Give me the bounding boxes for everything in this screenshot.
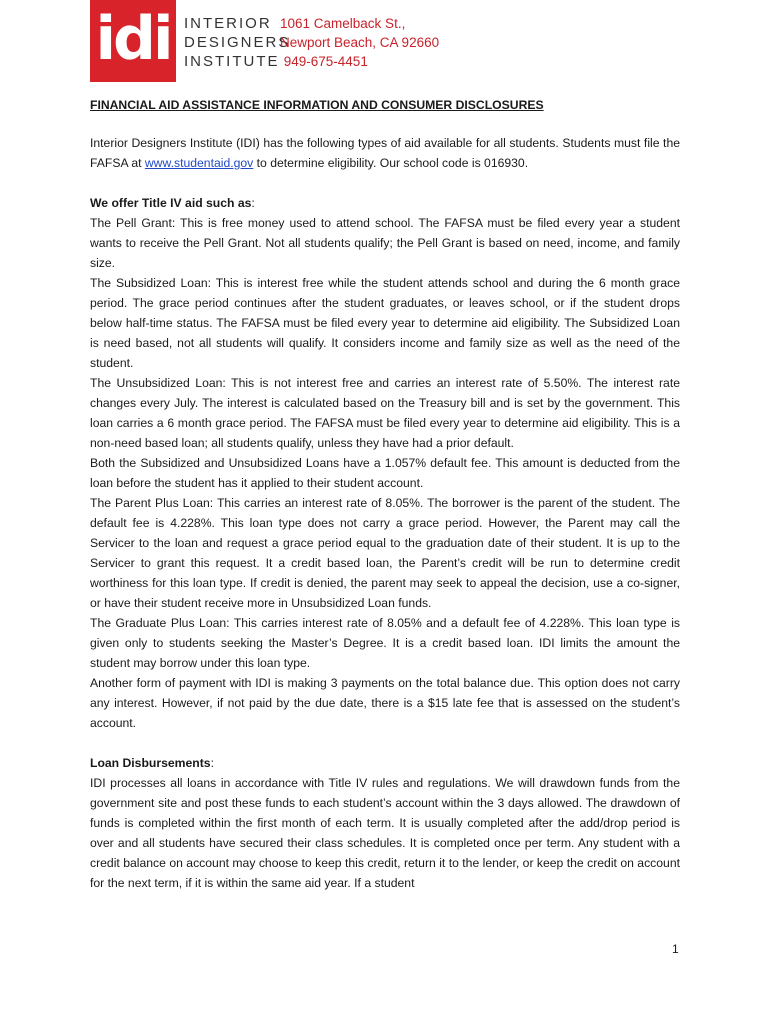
subsidized-loan-paragraph: The Subsidized Loan: This is interest free while the student attends school and during the 6 month grace period. The grace period continues after the student graduates, or leaves school, or if the student drops below half-time status. The FAFSA must be filed every year to determine aid eligibility. The Subsidized Loan is need based, not all students will qualify. It considers income and family size as well as the need of the student.: [90, 276, 680, 370]
graduate-plus-loan-paragraph: The Graduate Plus Loan: This carries interest rate of 8.05% and a default fee of 4.228%. This loan type is given only to students seeking the Master’s Degree. It is a credit based loan. IDI limits the amount the student may borrow under this loan type.: [90, 616, 680, 670]
pell-grant-paragraph: The Pell Grant: This is free money used to attend school. The FAFSA must be filed every year a student wants to receive the Pell Grant. Not all students qualify; the Pell Grant is based on need, income, and family size.: [90, 216, 680, 270]
brand-line: DESIGNERS: [184, 34, 291, 51]
intro-text-end: to determine eligibility. Our school code is 016930.: [253, 156, 529, 170]
page-number: 1: [672, 942, 679, 956]
brand-line: INTERIOR: [184, 15, 272, 32]
payment-plan-paragraph: Another form of payment with IDI is making 3 payments on the total balance due. This option does not carry any interest. However, if not paid by the due date, there is a $15 late fee that is assessed on the student’s account.: [90, 676, 680, 730]
brand-line: INSTITUTE: [184, 53, 280, 70]
title-iv-heading-text: We offer Title IV aid such as: [90, 196, 252, 210]
studentaid-link[interactable]: www.studentaid.gov: [144, 156, 254, 170]
logo-text: idi: [95, 4, 171, 74]
title-iv-heading: [90, 193, 680, 213]
intro-text: Interior Designers Institute (IDI) has the following types of aid available for all students. Students must file the FAFSA at: [90, 136, 680, 170]
address-street: 1061 Camelback St.,: [280, 16, 406, 31]
unsubsidized-loan-paragraph: The Unsubsidized Loan: This is not interest free and carries an interest rate of 5.50%. The interest rate changes every July. The interest is calculated based on the Treasury bill and is set by the government. This loan carries a 6 month grace period. The FAFSA must be filed every year to determine aid eligibility. This is a non-need based loan; all students qualify, unless they have had a prior default.: [90, 376, 680, 450]
brand-name: [184, 14, 290, 71]
default-fee-paragraph: Both the Subsidized and Unsubsidized Loans have a 1.057% default fee. This amount is deducted from the loan before the student has it applied to their student account.: [90, 456, 680, 490]
heading-colon: :: [251, 196, 255, 210]
heading-colon: :: [210, 756, 214, 770]
school-address: [280, 14, 439, 71]
disbursement-paragraph: IDI processes all loans in accordance with Title IV rules and regulations. We will drawdown funds from the government site and post these funds to each student’s account within the 3 days allowed. The drawdown of funds is completed within the first month of each term. It is usually completed after the add/drop period is over and all students have secured their class schedules. It is completed once per term. Any student with a credit balance on account may choose to keep this credit, return it to the lender, or keep the credit on account for the next term, if it is within the same aid year. If a student: [90, 776, 680, 890]
disbursement-heading-text: Loan Disbursements: [90, 756, 211, 770]
idi-logo: [90, 0, 176, 82]
document-title: FINANCIAL AID ASSISTANCE INFORMATION AND CONSUMER DISCLOSURES: [90, 98, 544, 112]
intro-paragraph: [90, 133, 680, 173]
disbursement-heading: [90, 753, 680, 773]
address-phone: 949-675-4451: [280, 54, 368, 69]
address-city: Newport Beach, CA 92660: [280, 35, 440, 50]
document-body: [90, 95, 680, 893]
parent-plus-loan-paragraph: The Parent Plus Loan: This carries an interest rate of 8.05%. The borrower is the parent of the student. The default fee is 4.228%. This loan type does not carry a grace period. However, the Parent may call the Servicer to the loan and request a grace period equal to the graduation date of their student. It is up to the Servicer to grant this request. It a credit based loan, the Parent’s credit will be run to determine credit worthiness for this loan type. If credit is denied, the parent may seek to appeal the decision, use a co-signer, or have their student receive more in Unsubsidized Loan funds.: [90, 496, 680, 610]
